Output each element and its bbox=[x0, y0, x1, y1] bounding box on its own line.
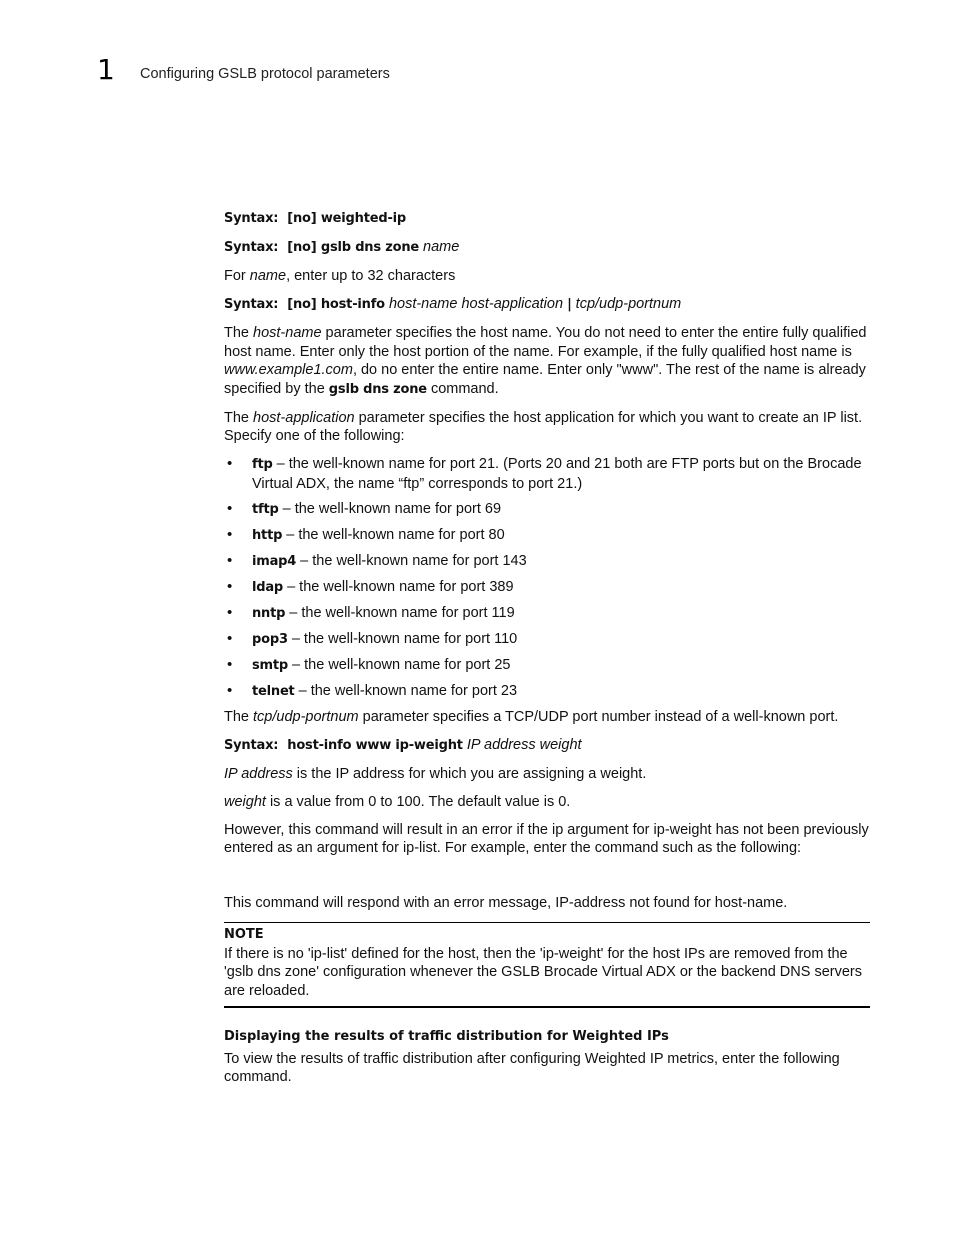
example-gap bbox=[224, 867, 870, 894]
portnum-paragraph bbox=[224, 708, 870, 727]
arg-host-application: host-application bbox=[253, 409, 355, 426]
respond-paragraph: This command will respond with an error message, IP-address not found for host-name. bbox=[224, 895, 788, 911]
list-item bbox=[224, 455, 870, 493]
app-desc: – the well-known name for port 25 bbox=[288, 656, 511, 673]
note-text: If there is no 'ip-list' defined for the host, then the 'ip-weight' for the host IPs are removed from the 'gslb dns zone' configuration whenever the GSLB Brocade Virtual ADX or the backend DNS servers are reloaded. bbox=[224, 945, 862, 999]
app-name: http bbox=[252, 527, 283, 543]
section-text: To view the results of traffic distribution after configuring Weighted IP metrics, enter the following command. bbox=[224, 1050, 840, 1085]
app-name: nntp bbox=[252, 605, 286, 621]
syntax-separator: | bbox=[567, 297, 572, 312]
host-name-paragraph bbox=[224, 324, 870, 399]
syntax-argument: tcp/udp-portnum bbox=[575, 296, 682, 312]
list-item bbox=[224, 500, 870, 520]
bullet: • bbox=[227, 551, 233, 569]
text: parameter specifies a TCP/UDP port number instead of a well-known port. bbox=[358, 708, 839, 725]
app-desc: – the well-known name for port 143 bbox=[296, 552, 527, 569]
syntax-arguments: host-name host-application bbox=[388, 296, 564, 312]
syntax-ip-weight bbox=[224, 736, 870, 756]
page-header bbox=[0, 0, 954, 100]
ip-address-paragraph bbox=[224, 765, 870, 784]
section-heading: Displaying the results of traffic distribution for Weighted IPs bbox=[224, 1029, 669, 1044]
text: parameter specifies the host name. You do not need to enter the entire fully qualified host name. Enter only the host portion of the name. For example, if the fully qualified host name is bbox=[224, 325, 867, 360]
list-item bbox=[224, 630, 870, 650]
text: The bbox=[224, 409, 254, 426]
app-name: tftp bbox=[252, 501, 279, 517]
text: command. bbox=[426, 380, 499, 397]
app-name: imap4 bbox=[252, 553, 297, 569]
app-desc: – the well-known name for port 389 bbox=[283, 578, 514, 595]
list-item bbox=[224, 526, 870, 546]
syntax-host-info bbox=[224, 295, 870, 315]
command-ref: gslb dns zone bbox=[328, 381, 427, 397]
application-list bbox=[224, 455, 870, 701]
syntax-label: Syntax: bbox=[224, 211, 279, 226]
header-title: Configuring GSLB protocol parameters bbox=[140, 66, 390, 82]
host-application-paragraph bbox=[224, 409, 870, 446]
example-domain: www.example1.com bbox=[224, 362, 353, 378]
arg-name: name bbox=[249, 268, 287, 284]
app-desc: – the well-known name for port 69 bbox=[278, 500, 502, 517]
note-box bbox=[224, 922, 870, 1008]
syntax-argument: name bbox=[423, 239, 460, 255]
text: is the IP address for which you are assigning a weight. bbox=[292, 765, 647, 782]
page-content bbox=[224, 209, 870, 1096]
syntax-arguments: IP address weight bbox=[466, 736, 582, 753]
list-item bbox=[224, 604, 870, 624]
syntax-command: [no] host-info bbox=[287, 297, 385, 312]
arg-weight: weight bbox=[224, 793, 266, 810]
text: parameter specifies the host application for which you want to create an IP list. Specify one of the following: bbox=[224, 409, 863, 444]
bullet: • bbox=[227, 455, 233, 472]
app-desc: – the well-known name for port 80 bbox=[282, 526, 505, 543]
list-item bbox=[224, 578, 870, 598]
list-item bbox=[224, 682, 870, 702]
app-name: ftp bbox=[252, 457, 273, 472]
bullet: • bbox=[227, 681, 233, 699]
name-description bbox=[224, 267, 870, 286]
bullet: • bbox=[227, 499, 233, 517]
app-desc: – the well-known name for port 21. (Ports 20 and 21 both are FTP ports but on the Brocade Virtual ADX, the name “ftp” corresponds to port 21.) bbox=[252, 456, 862, 492]
syntax-weighted-ip bbox=[224, 209, 870, 229]
text: The bbox=[224, 325, 254, 341]
syntax-label: Syntax: bbox=[224, 737, 279, 753]
text: The bbox=[224, 708, 254, 725]
syntax-command: [no] weighted-ip bbox=[287, 211, 406, 226]
app-name: telnet bbox=[252, 683, 295, 699]
chapter-number: 1 bbox=[97, 53, 115, 86]
app-desc: – the well-known name for port 119 bbox=[285, 604, 515, 621]
bullet: • bbox=[227, 603, 233, 621]
app-desc: – the well-known name for port 23 bbox=[294, 682, 518, 699]
list-item bbox=[224, 656, 870, 676]
syntax-label: Syntax: bbox=[224, 297, 279, 312]
list-item bbox=[224, 552, 870, 572]
app-name: ldap bbox=[252, 579, 284, 595]
text: is a value from 0 to 100. The default value is 0. bbox=[265, 793, 571, 810]
syntax-label: Syntax: bbox=[224, 240, 279, 255]
syntax-command: [no] gslb dns zone bbox=[287, 240, 419, 255]
text: For bbox=[224, 268, 250, 284]
however-paragraph: However, this command will result in an error if the ip argument for ip-weight has not been previously entered as an argument for ip-list. For example, enter the command such as the following: bbox=[224, 821, 869, 856]
bullet: • bbox=[227, 525, 233, 543]
syntax-gslb-dns-zone bbox=[224, 238, 870, 258]
arg-ip-address: IP address bbox=[224, 765, 293, 782]
bullet: • bbox=[227, 655, 233, 673]
note-title: NOTE bbox=[224, 927, 264, 942]
app-name: pop3 bbox=[252, 631, 288, 647]
text: , do no enter the entire name. Enter only "www". The rest of the name is already specified by the bbox=[224, 362, 866, 397]
text: , enter up to 32 characters bbox=[286, 268, 456, 284]
arg-host-name: host-name bbox=[253, 325, 322, 341]
bullet: • bbox=[227, 629, 233, 647]
app-desc: – the well-known name for port 110 bbox=[287, 630, 518, 647]
app-name: smtp bbox=[252, 657, 289, 673]
syntax-command: host-info www ip-weight bbox=[287, 737, 463, 753]
arg-portnum: tcp/udp-portnum bbox=[253, 708, 359, 725]
weight-paragraph bbox=[224, 793, 870, 812]
bullet: • bbox=[227, 577, 233, 595]
